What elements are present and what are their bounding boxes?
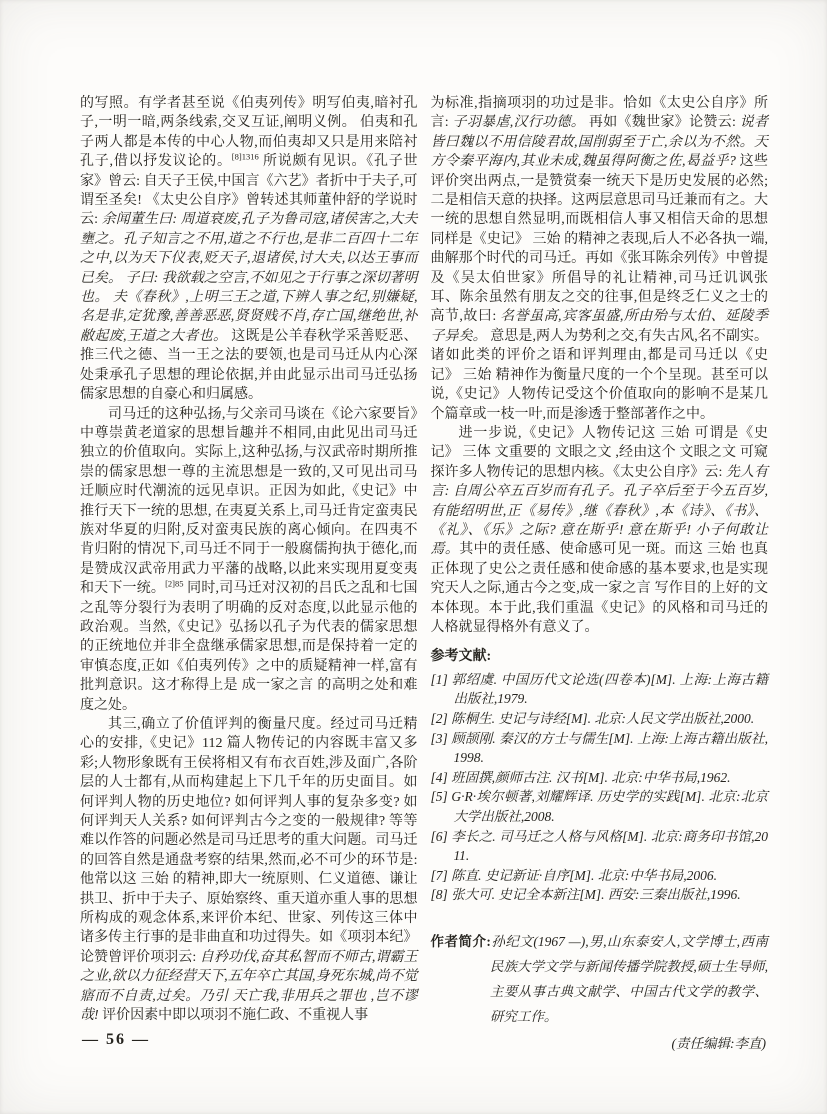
reference-item: [6] 李长之. 司马迁之人格与风格[M]. 北京:商务印书馆,2011. <box>430 828 768 864</box>
author-bio <box>431 929 769 1029</box>
paragraph <box>80 405 418 716</box>
reference-item: [5] G·R·埃尔顿著,刘耀辉译. 历史学的实践[M]. 北京:北京大学出版社,2008. <box>430 789 768 824</box>
quoted-text-run: 先人有言: 自周公卒五百岁而有孔子。孔子卒后至于今五百岁,有能绍明世,正《易传》,继《春秋》,本《诗》、《书》、《礼》、《乐》之际? 意在斯乎! 意在斯乎! 小子何敢让焉。 <box>430 464 768 558</box>
right-column-paragraphs <box>431 94 769 637</box>
text-run: 同时,司马迁对汉初的吕氏之乱和七国之乱等分裂行为表明了明确的反对态度,以此显示他的政治观。当然,《史记》弘扬以孔子为代表的儒家思想的正统地位并非全盘继承儒家思想,而是保持着一定的审慎态度,正如《伯夷列传》之中的质疑精神一样,富有批判意识。这才称得上是 成一家之言 的高明之处和难度之处。 <box>80 581 418 713</box>
references-section <box>431 647 769 905</box>
reference-item: [1] 郭绍虞. 中国历代文论选(四卷本)[M]. 上海:上海古籍出版社,1979. <box>430 671 768 707</box>
reference-item: [2] 陈桐生. 史记与诗经[M]. 北京:人民文学出版社,2000. <box>430 710 755 726</box>
quoted-text-run: 说者皆曰魏以不用信陵君故,国削弱至于亡,余以为不然。天方令秦平海内,其业未成,魏虽得阿衡之佐,曷益乎? <box>430 115 769 170</box>
quoted-text-run: 自矜功伐,奋其私智而不师古,谓霸王之业,欲以力征经营天下,五年卒亡其国,身死东城,尚不觉寤而不自责,过矣。乃引 天亡我,非用兵之罪也 ,岂不谬哉! <box>80 949 418 1024</box>
reference-item: [4] 班固撰,颜师古注. 汉书[M]. 北京:中华书局,1962. <box>430 769 731 785</box>
quoted-text-run: 余闻董生曰: 周道衰废,孔子为鲁司寇,诸侯害之,大夫壅之。孔子知言之不用,道之不行也,是非二百四十二年之中,以为天下仪表,贬天子,退诸侯,讨大夫,以达王事而已矣。 子曰: 我欲载之空言,不如见之于行事之深切著明也。 夫《春秋》,上明三王之道,下辨人事之纪,别嫌疑,名是非,定犹豫,善善恶恶,贤贤贱不肖,存亡国,继绝世,补敝起废,王道之大者也。 <box>80 212 418 344</box>
text-run: 这些评价突出两点,一是赞赏秦一统天下是历史发展的必然;二是相信天意的抉择。这两层意思司马迁兼而有之。大一统的思想自然显明,而既相信人事又相信天命的思想同样是《史记》 三始 的精神之表现,后人不必各执一端,曲解那个时代的司马迁。再如《张耳陈余列传》中曾提及《吴太伯世家》所倡导的礼让精神,司马迁讥讽张耳、陈余虽然有朋友之交的往事,但是终乏仁义之士的高节,故曰: <box>430 154 769 325</box>
paragraph <box>80 715 418 1026</box>
text-run: 司马迁的这种弘扬,与父亲司马谈在《论六家要旨》中尊崇黄老道家的思想旨趣并不相同,由此见出司马迁独立的价值取向。实际上,这种弘扬,与汉武帝时期所推崇的儒家思想一尊的主流思想是一致的,又可见出司马迁顺应时代潮流的远见卓识。正因为如此,《史记》中推行天下一统的思想, 在夷夏关系上,司马迁肯定蛮夷民族对华夏的归附,反对蛮夷民族的离心倾向。在四夷不肯归附的情况下,司马迁不同于一般腐儒拘执于德化,而是赞成汉武帝用武力平藩的战略,以此来实现用夏变夷和天下一统。 <box>80 406 418 597</box>
left-column <box>80 94 418 1053</box>
text-run: 为标准,指摘项羽的功过是非。恰如《太史公自序》所言: <box>430 96 768 131</box>
text-run: 其三,确立了价值评判的衡量尺度。经过司马迁精心的安排,《史记》112 篇人物传记的内容既丰富又多彩;人物形象既有王侯将相又有布衣百姓,涉及面广,各阶层的人士都有,从而构建起上下几千年的历史面目。如何评判人物的历史地位? 如何评判人事的复杂多变? 如何评判天人关系? 如何评判古今之变的一般规律? 等等难以作答的问题必然是司马迁思考的重大问题。司马迁的回答自然是通盘考察的结果,然而,必不可少的环节是:他常以这 三始 的精神,即大一统原则、仁义道德、谦让拱卫、折中于夫子、原始察终、重天道亦重人事的思想所构成的观念体系,来评价本纪、世家、列传这三体中诸多传主行事的是非曲直和功过得失。如《项羽本纪》论赞曾评价项羽云: <box>80 717 418 965</box>
citation-superscript: [8]1316 <box>231 151 259 162</box>
text-run: 再如《魏世家》论赞云: <box>588 115 740 131</box>
author-bio-label: 作者简介: <box>430 933 491 949</box>
two-column-body <box>80 94 768 1053</box>
text-run: 评价因素中即以项羽不施仁政、不重视人事 <box>102 1008 369 1024</box>
reference-item: [3] 顾颉刚. 秦汉的方士与儒生[M]. 上海:上海古籍出版社,1998. <box>430 730 768 766</box>
quoted-text-run: 名誉虽高,宾客虽盛,所由殆与太伯、延陵季子异矣。 <box>430 309 769 344</box>
paragraph <box>431 94 769 424</box>
author-bio-text: 孙纪文(1967 —),男,山东泰安人,文学博士,西南民族大学文学与新闻传播学院教授,硕士生导师,主要从事古典文献学、中国古代文学的教学、研究工作。 <box>489 933 768 1024</box>
paragraph <box>80 94 418 405</box>
text-run: 的写照。有学者甚至说《伯夷列传》明写伯夷,暗衬孔子,一明一暗,两条线索,交叉互证,阐明义例。 伯夷和孔子两人都是本传的中心人物,而伯夷却又只是用来陪衬孔子,借以抒发议论的。 <box>80 96 418 170</box>
editor-note: (责任编辑:李直) <box>671 1035 766 1051</box>
text-run: 这既是公羊春秋学采善贬恶、推三代之德、当一王之法的要领,也是司马迁从内心深处秉承孔子思想的理论依据,并由此显示出司马迁弘扬儒家思想的自豪心和归属感。 <box>80 328 418 403</box>
right-column <box>431 94 769 1053</box>
paragraph <box>431 424 769 637</box>
citation-superscript: [2]85 <box>165 578 184 589</box>
text-run: 所说颇有见识。《孔子世家》曾云: 自天子王侯,中国言《六艺》者折中于夫子,可谓至圣矣! 《太史公自序》曾转述其师董仲舒的学说时云: <box>80 154 418 228</box>
quoted-text-run: 子羽暴虐,汉行功德。 <box>452 115 589 131</box>
page-number: — 56 — <box>82 1031 150 1048</box>
text-run: 进一步说,《史记》人物传记这 三始 可谓是《史记》 三体 文重要的 文眼之文 ,经由这个 文眼之文 可窥探许多人物传记的思想内核。《太史公自序》云: <box>430 425 768 480</box>
references-list <box>431 670 769 905</box>
text-run: 意思是,两人为势利之交,有失古风,名不副实。诸如此类的评价之语和评判理由,都是司马迁以《史记》 三始 精神作为衡量尺度的一个个呈现。甚至可以说,《史记》人物传记受这个价值取向的影响不是某几个篇章或一枝一叶,而是渗透于整部著作之中。 <box>430 328 769 422</box>
reference-item: [7] 陈直. 史记新证·自序[M]. 北京:中华书局,2006. <box>430 867 718 883</box>
reference-item: [8] 张大可. 史记全本新注[M]. 西安:三秦出版社,1996. <box>430 887 741 903</box>
text-run: 其中的责任感、使命感可见一斑。而这 三始 也真正体现了史公之责任感和使命感的基本要求,也是实现 究天人之际,通古今之变,成一家之言 写作目的上好的文本体现。本于此,我们重温《史记》的风格和司马迁的人格就显得格外有意义了。 <box>430 542 769 635</box>
references-header: 参考文献: <box>430 649 492 665</box>
